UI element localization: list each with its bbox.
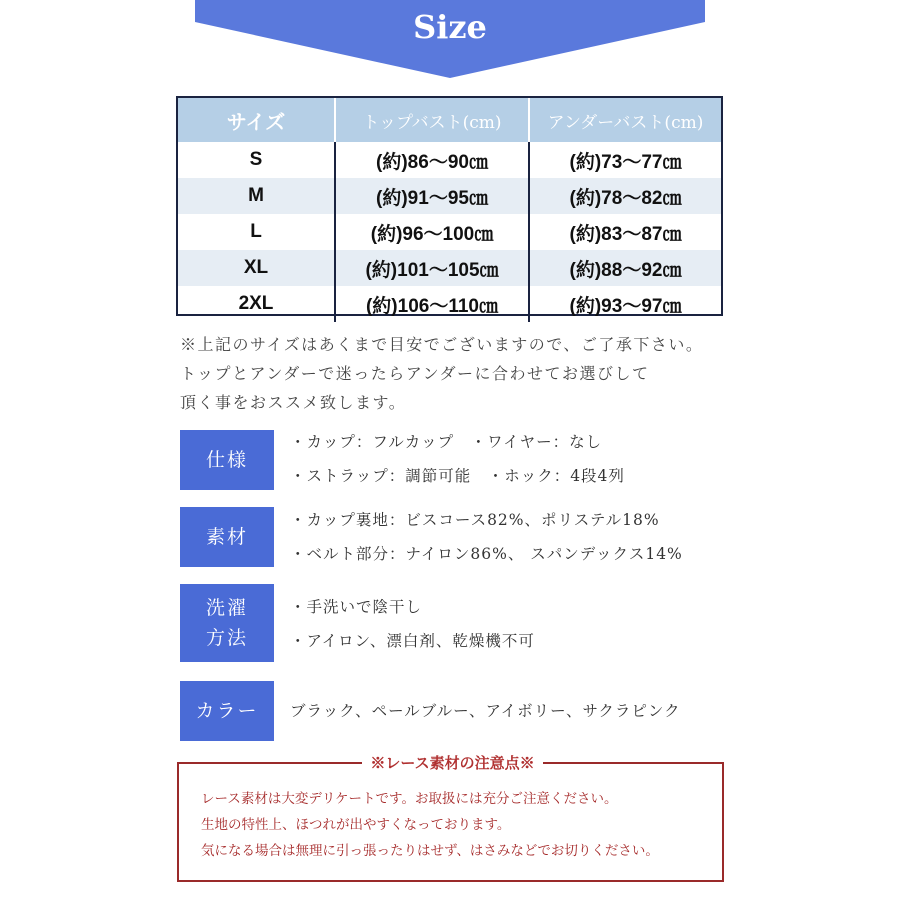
top-bust-cell: (約)86～90㎝	[334, 142, 528, 178]
note-line: ※上記のサイズはあくまで目安でございますので、ご了承下さい。	[180, 335, 704, 354]
size-cell: L	[250, 221, 262, 242]
table-row	[178, 250, 721, 286]
caution-title-text: ※レース素材の注意点※	[362, 755, 542, 772]
spec-line: ブラック、ペールブルー、アイボリー、サクラピンク	[290, 702, 681, 720]
under-bust-cell: (約)88～92㎝	[528, 250, 721, 286]
spec-line: ・手洗いで陰干し	[290, 598, 423, 616]
spec-label-washing	[180, 584, 274, 662]
under-bust-cell: (約)83～87㎝	[528, 214, 721, 250]
spec-label-color	[180, 681, 274, 741]
spec-label-text: 仕様	[205, 449, 248, 471]
top-bust-cell: (約)106～110㎝	[334, 286, 528, 322]
size-cell: S	[249, 149, 263, 170]
under-bust-cell: (約)78～82㎝	[528, 178, 721, 214]
spec-line: ・ストラップ：調節可能 ・ホック：4段4列	[290, 467, 625, 485]
note-line: トップとアンダーで迷ったらアンダーに合わせてお選びして	[180, 364, 650, 383]
spec-label-specification	[180, 430, 274, 490]
size-cell: XL	[243, 257, 269, 278]
spec-line: ・ベルト部分：ナイロン86%、 スパンデックス14%	[290, 545, 683, 563]
table-row	[178, 286, 721, 322]
note-line: 頂く事をおススメ致します。	[180, 393, 407, 412]
under-bust-cell: (約)73～77㎝	[528, 142, 721, 178]
caution-line: 生地の特性上、ほつれが出やすくなっております。	[201, 817, 511, 832]
spec-label-material	[180, 507, 274, 567]
table-row	[178, 178, 721, 214]
lace-caution-box	[177, 755, 724, 882]
spec-line: ・カップ：フルカップ ・ワイヤー：なし	[290, 433, 603, 451]
spec-label-text: カラー	[195, 700, 259, 722]
caution-body	[201, 786, 711, 864]
spec-label-text: 方法	[205, 627, 248, 649]
size-table	[176, 96, 723, 316]
spec-label-text: 素材	[205, 526, 248, 548]
size-note	[180, 330, 740, 417]
spec-lines-color	[290, 694, 750, 728]
size-cell: 2XL	[238, 293, 274, 314]
column-header-under-bust: アンダーバスト(cm)	[528, 98, 721, 142]
size-banner	[195, 0, 705, 78]
table-row	[178, 142, 721, 178]
spec-line: ・アイロン、漂白剤、乾燥機不可	[290, 632, 535, 650]
top-bust-cell: (約)91～95㎝	[334, 178, 528, 214]
top-bust-cell: (約)101～105㎝	[334, 250, 528, 286]
table-row	[178, 214, 721, 250]
column-header-top-bust: トップバスト(cm)	[334, 98, 528, 142]
spec-lines-specification	[290, 425, 750, 493]
top-bust-cell: (約)96～100㎝	[334, 214, 528, 250]
spec-label-text: 洗濯	[205, 597, 248, 619]
spec-lines-washing	[290, 590, 750, 658]
size-cell: M	[248, 185, 264, 206]
table-header-row	[178, 98, 721, 142]
spec-lines-material	[290, 503, 750, 571]
caution-line: レース素材は大変デリケートです。お取扱には充分ご注意ください。	[201, 791, 618, 806]
page-title: Size	[413, 8, 487, 46]
column-header-size: サイズ	[226, 111, 286, 134]
under-bust-cell: (約)93～97㎝	[528, 286, 721, 322]
spec-line: ・カップ裏地：ビスコース82%、ポリステル18%	[290, 511, 660, 529]
caution-title	[179, 752, 726, 773]
caution-line: 気になる場合は無理に引っ張ったりはせず、はさみなどでお切りください。	[201, 843, 659, 858]
